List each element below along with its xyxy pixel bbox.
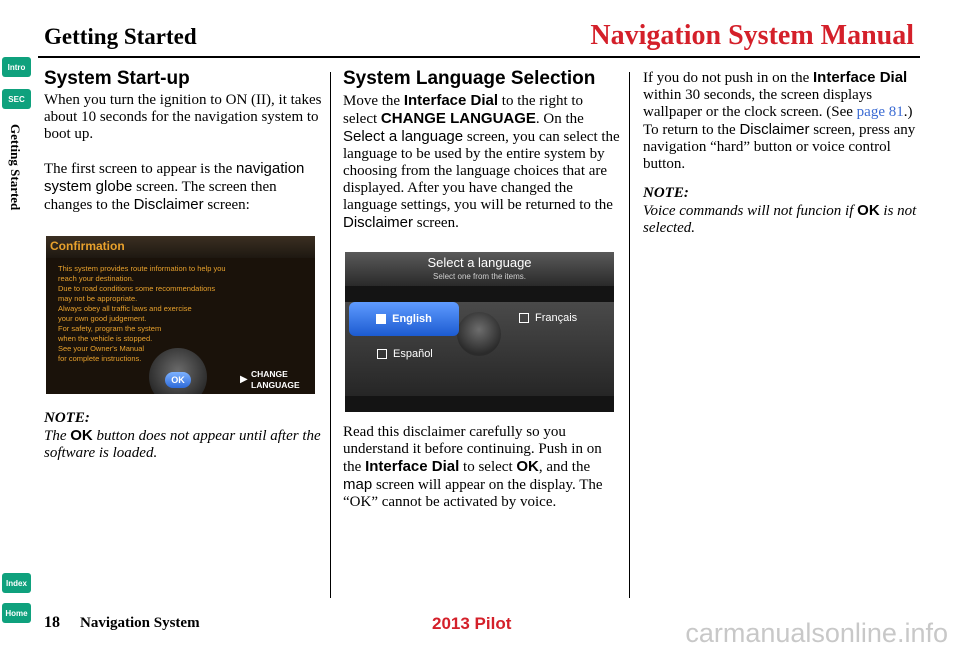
right-arrow-icon: ▶ <box>240 374 248 385</box>
language-screen-subtitle: Select one from the items. <box>433 272 526 281</box>
confirmation-screenshot <box>46 236 315 394</box>
confirmation-body: This system provides route information to help you reach your destination. Due to road conditions some recommendations may not be appropriate. Always obey all traffic laws and exercise your own good judgement. For safety, program the system when the vehicle is stopped. See your Owner's Manual for complete instructions. <box>58 264 226 363</box>
sec-tab[interactable]: SEC <box>2 89 31 109</box>
change-language-label: CHANGE LANGUAGE <box>251 369 300 390</box>
checkbox-icon <box>376 314 386 324</box>
model-year-label: 2013 Pilot <box>432 614 512 633</box>
note-voice-text: Voice commands will not funcion if OK is not selected. <box>643 202 917 236</box>
checkbox-icon <box>377 349 387 359</box>
option-espanol: Español <box>377 348 433 360</box>
interface-dial-graphic <box>457 312 501 356</box>
option-english: English <box>349 302 459 336</box>
checkbox-icon <box>519 313 529 323</box>
confirmation-title: Confirmation <box>50 239 125 253</box>
column-divider-1 <box>330 72 331 598</box>
manual-title: Navigation System Manual <box>590 20 914 51</box>
paragraph-first-screen: The first screen to appear is the navigation system globe screen. The screen then changes to the Disclaimer screen: <box>44 160 305 213</box>
paragraph-read-disclaimer-block <box>343 424 620 511</box>
column-divider-2 <box>629 72 630 598</box>
note-label: NOTE: <box>643 185 689 201</box>
note-ok-text: The OK button does not appear until after the software is loaded. <box>44 427 321 461</box>
intro-tab[interactable]: Intro <box>2 57 31 77</box>
note-label: NOTE: <box>44 410 90 426</box>
option-francais: Français <box>519 312 577 324</box>
site-watermark: carmanualsonline.info <box>685 618 948 648</box>
select-language-screenshot <box>345 252 614 412</box>
header-divider <box>38 56 920 58</box>
footer-title: Navigation System <box>80 615 200 631</box>
home-tab[interactable]: Home <box>2 603 31 623</box>
paragraph-read-disclaimer: Read this disclaimer carefully so you understand it before continuing. Push in on the Interface Dial to select OK, and the map screen will appear on the display. The “OK” cannot be activated by voice. <box>343 424 603 510</box>
heading-system-startup: System Start-up <box>44 68 190 89</box>
column-timeout <box>643 69 918 237</box>
language-screen-title: Select a language <box>427 255 532 270</box>
section-side-label: Getting Started <box>8 123 23 211</box>
paragraph-change-language: Move the Interface Dial to the right to select CHANGE LANGUAGE. On the Select a language screen, you can select the language to be used by the entire system by choosing from the language choices that are displayed. After you have changed the language settings, you will be returned to the Disclaimer screen. <box>343 92 620 231</box>
heading-language-selection: System Language Selection <box>343 68 596 89</box>
paragraph-boot: When you turn the ignition to ON (II), it takes about 10 seconds for the navigation system to boot up. <box>44 92 322 142</box>
column-start-up <box>44 68 324 214</box>
ok-button-graphic: OK <box>165 372 191 388</box>
page-81-link[interactable]: page 81 <box>856 104 904 120</box>
note-column-1 <box>44 410 324 462</box>
column-language <box>343 68 620 232</box>
page-number: 18 <box>44 614 60 631</box>
page-section-title: Getting Started <box>44 24 197 49</box>
index-tab[interactable]: Index <box>2 573 31 593</box>
paragraph-timeout: If you do not push in on the Interface Dial within 30 seconds, the screen displays wallpaper or the clock screen. (See page 81.) To return to the Disclaimer screen, press any navigation “hard” button or voice control button. <box>643 69 916 172</box>
